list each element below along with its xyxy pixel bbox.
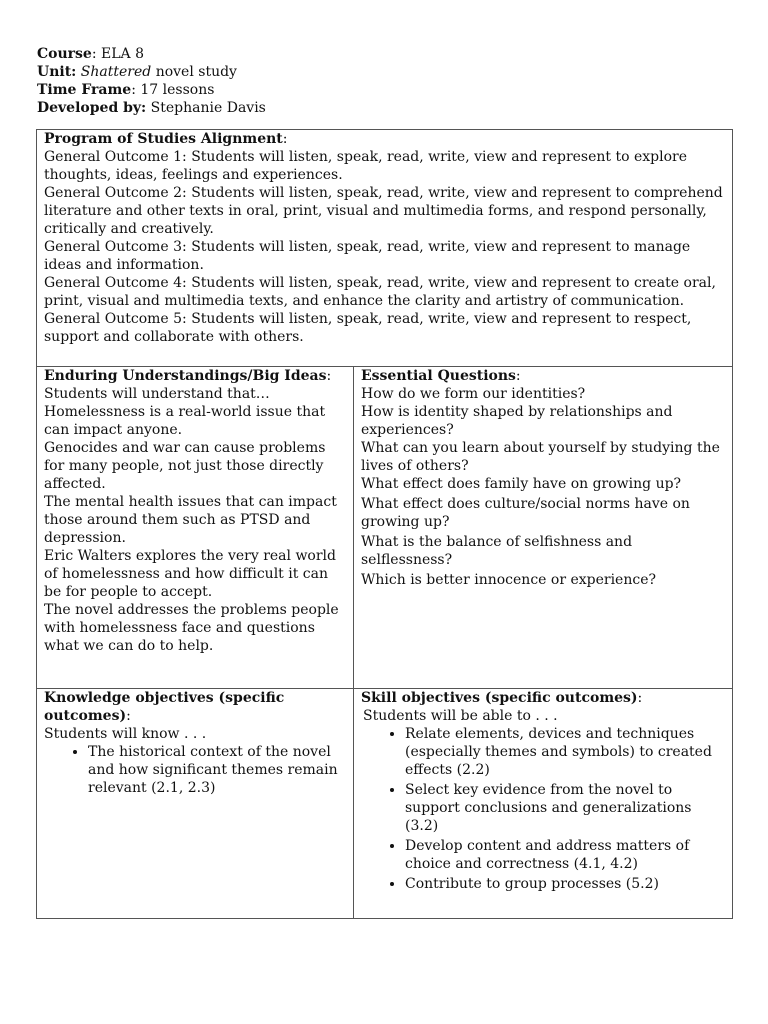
understandings-intro: Students will understand that… [44, 386, 270, 402]
unit-line [37, 63, 266, 81]
essential-question: Which is better innocence or experience? [361, 572, 656, 588]
general-outcome-2: General Outcome 2: Students will listen, speak, read, write, view and represent to comprehend literature and other texts in oral, print, visual and multimedia forms, and respond personally, critically and creatively. [44, 185, 723, 237]
questions-title: Essential Questions [361, 368, 516, 384]
knowledge-item: • The historical context of the novel and how significant themes remain relevant (2.1, 2.3) [88, 743, 347, 797]
skill-item: • Select key evidence from the novel to support conclusions and generalizations (3.2) [405, 781, 726, 835]
course-label: Course [37, 46, 92, 62]
understanding-item: The mental health issues that can impact those around them such as PTSD and depression. [44, 494, 337, 546]
general-outcome-3: General Outcome 3: Students will listen, speak, read, write, view and represent to manage ideas and information. [44, 239, 691, 273]
developed-value: Stephanie Davis [150, 100, 266, 116]
skill-item: • Develop content and address matters of choice and correctness (4.1, 4.2) [405, 837, 726, 873]
essential-question: How do we form our identities? [361, 386, 586, 402]
understanding-item: The novel addresses the problems people with homelessness face and questions what we can do to help. [44, 602, 339, 654]
understandings-cell: Enduring Understandings/Big Ideas: Students will understand that… Homelessness is a real-world issue that can impact anyone. Genocides and war can cause problems for many people, not just those directly affected. The mental health issues that can impact those around them such as PTSD and depression. Eric Walters explores the very real world of homelessness and how difficult it can be for people to accept. The novel addresses the problems people with homelessness face and questions what we can do to help. [37, 367, 354, 689]
objectives-row [37, 689, 733, 919]
general-outcome-5: General Outcome 5: Students will listen, speak, read, write, view and represent to respect, support and collaborate with others. [44, 311, 692, 345]
developed-label: Developed by: [37, 100, 147, 116]
knowledge-cell: Knowledge objectives (specific outcomes): Students will know . . . • The historical context of the novel and how significant themes remain relevant (2.1, 2.3) [37, 689, 354, 919]
understandings-questions-row [37, 367, 733, 689]
questions-cell: Essential Questions: How do we form our identities? How is identity shaped by relationships and experiences? What can you learn about yourself by studying the lives of others? What effect does family have on growing up? What effect does culture/social norms have on growing up? What is the balance of selfishness and selflessness? Which is better innocence or experience? [354, 367, 733, 689]
alignment-row [37, 130, 733, 367]
essential-question: What can you learn about yourself by studying the lives of others? [361, 440, 720, 474]
essential-question: How is identity shaped by relationships and experiences? [361, 404, 673, 438]
timeframe-value: 17 lessons [140, 82, 215, 98]
skills-title: Skill objectives (specific outcomes) [361, 690, 638, 706]
skills-cell: Skill objectives (specific outcomes): Students will be able to . . . • Relate elements, devices and techniques (especially themes and symbols) to created effects (2.2) • Select key evidence from the novel to support conclusions and generalizations (3.2) • Develop content and address matters of choice and correctness (4.1, 4.2) • Contribute to group processes (5.2) [354, 689, 733, 919]
understandings-title: Enduring Understandings/Big Ideas [44, 368, 327, 384]
skill-item: • Relate elements, devices and techniques (especially themes and symbols) to created effects (2.2) [405, 725, 726, 779]
unit-rest: novel study [155, 64, 237, 80]
alignment-cell: Program of Studies Alignment: General Outcome 1: Students will listen, speak, read, write, view and represent to explore thoughts, ideas, feelings and experiences. General Outcome 2: Students will listen, speak, read, write, view and represent to comprehend literature and other texts in oral, print, visual and multimedia forms, and respond personally, critically and creatively. General Outcome 3: Students will listen, speak, read, write, view and represent to manage ideas and information. General Outcome 4: Students will listen, speak, read, write, view and represent to create oral, print, visual and multimedia texts, and enhance the clarity and artistry of communication. General Outcome 5: Students will listen, speak, read, write, view and represent to respect, support and collaborate with others. [37, 130, 733, 367]
essential-question: What is the balance of selfishness and selflessness? [361, 534, 633, 568]
understanding-item: Eric Walters explores the very real world of homelessness and how difficult it can be for people to accept. [44, 548, 336, 600]
developed-line [37, 99, 266, 117]
unit-label: Unit: [37, 64, 77, 80]
general-outcome-1: General Outcome 1: Students will listen, speak, read, write, view and represent to explore thoughts, ideas, feelings and experiences. [44, 149, 688, 183]
skills-list [361, 725, 726, 893]
knowledge-list [44, 743, 347, 797]
general-outcome-4: General Outcome 4: Students will listen, speak, read, write, view and represent to create oral, print, visual and multimedia texts, and enhance the clarity and artistry of communication. [44, 275, 716, 309]
unit-plan-table [36, 129, 733, 919]
understanding-item: Homelessness is a real-world issue that can impact anyone. [44, 404, 326, 438]
knowledge-title: Knowledge objectives (specific outcomes) [44, 690, 285, 724]
skills-intro: Students will be able to . . . [363, 708, 558, 724]
course-value: ELA 8 [101, 46, 144, 62]
unit-header [37, 45, 266, 117]
essential-question: What effect does culture/social norms have on growing up? [361, 496, 690, 530]
alignment-title: Program of Studies Alignment [44, 131, 283, 147]
unit-title: Shattered [80, 64, 152, 80]
timeframe-line: Time Frame: 17 lessons [37, 82, 215, 98]
knowledge-intro: Students will know . . . [44, 726, 207, 742]
course-line: Course: ELA 8 [37, 46, 144, 62]
essential-question: What effect does family have on growing up? [361, 476, 682, 492]
understanding-item: Genocides and war can cause problems for many people, not just those directly affected. [44, 440, 326, 492]
skill-item: • Contribute to group processes (5.2) [405, 875, 726, 893]
timeframe-label: Time Frame [37, 82, 132, 98]
